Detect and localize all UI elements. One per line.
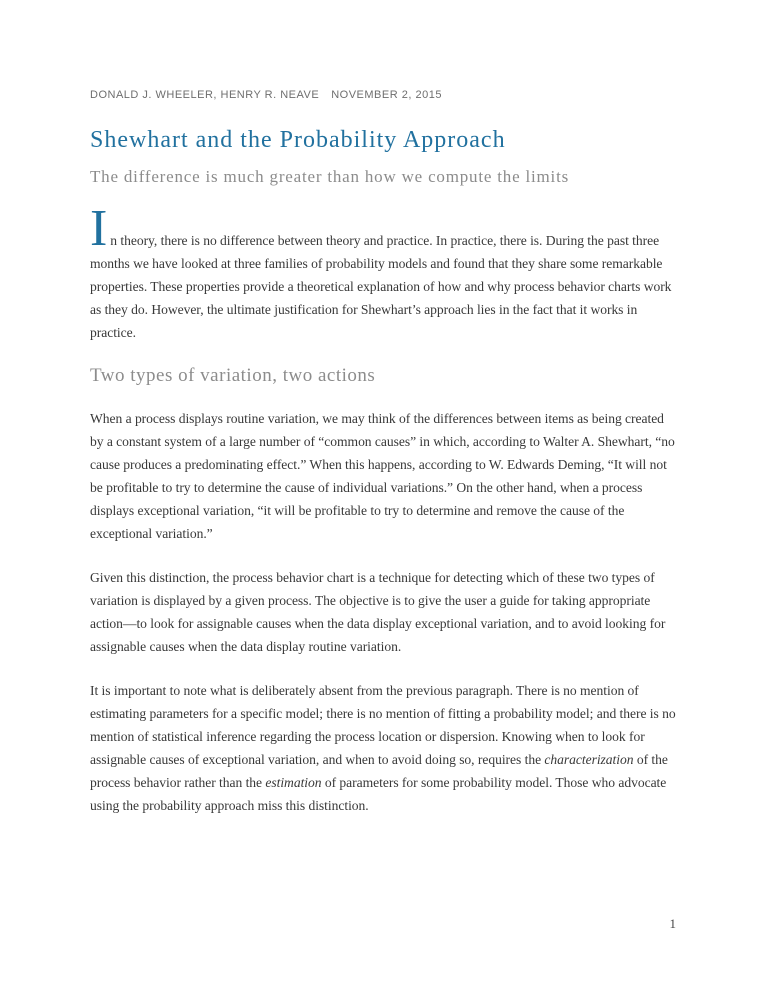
intro-paragraph (90, 200, 678, 344)
dropcap-letter: I (90, 200, 108, 257)
byline-authors: DONALD J. WHEELER, HENRY R. NEAVE (90, 89, 320, 101)
byline (90, 89, 678, 101)
section-heading: Two types of variation, two actions (90, 365, 376, 386)
byline-date: NOVEMBER 2, 2015 (331, 89, 442, 101)
paragraph-common-causes: When a process displays routine variation, we may think of the differences between items as being created by a constant system of a large number of “common causes” in which, according to Walter A. Shewhart, “no cause produces a predominating effect.” When this happens, according to W. Edwards Deming, “It will not be profitable to try to determine the cause of individual variations.” On the other hand, when a process displays exceptional variation, “it will be profitable to try to determine and remove the cause of the exceptional variation.” (90, 411, 675, 541)
paragraph-characterization: It is important to note what is deliberately absent from the previous paragraph. There is no mention of estimating parameters for a specific model; there is no mention of fitting a probability model; and there is no mention of statistical inference regarding the process location or dispersion. Knowing when to look for assignable causes of exceptional variation, and when to avoid doing so, requires the characterization of the process behavior rather than the estimation of parameters for some probability model. Those who advocate using the probability approach miss this distinction. (90, 683, 676, 813)
paragraph-process-behavior-chart: Given this distinction, the process behavior chart is a technique for detecting which of these two types of variation is displayed by a given process. The objective is to give the user a guide for taking appropriate action—to look for assignable causes when the data display exceptional variation, and to avoid looking for assignable causes when the data display routine variation. (90, 570, 666, 654)
intro-text: n theory, there is no difference between theory and practice. In practice, there is. During the past three months we have looked at three families of probability models and found that they share some remarkable properties. These properties provide a theoretical explanation of how and why process behavior charts work as they do. However, the ultimate justification for Shewhart’s approach lies in the fact that it works in practice. (90, 233, 672, 340)
page-subtitle: The difference is much greater than how we compute the limits (90, 167, 570, 186)
page-title: Shewhart and the Probability Approach (90, 127, 506, 153)
article-body (90, 200, 678, 817)
page-number: 1 (669, 916, 676, 931)
